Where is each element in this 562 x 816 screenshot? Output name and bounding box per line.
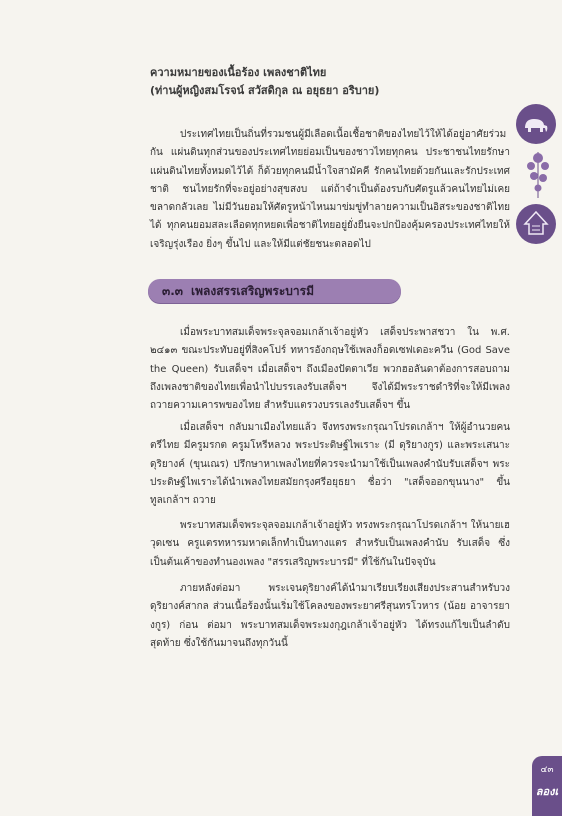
paragraph-1: เมื่อพระบาทสมเด็จพระจุลจอมเกล้าเจ้าอยู่หัว เสด็จประพาสชวา ใน พ.ศ. ๒๔๑๓ ขณะประทับอยู่ที่สิงคโปร์ ทหารอังกฤษใช้เพลงก็อดเซฟเดอะควีน (God Save the Queen) รับเสด็จฯ เมื่อเสด็จฯ ถึงเมืองปัตตาเวีย พวกฮอลันดาต้องการสอบถามถึงเพลงชาติของไทยเพื่อนำไปบรรเลงรับเสด็จฯ จึงได้มีพระราชดำริที่จะให้มีเพลงถวายความเคารพของไทย สำหรับแตรวงบรรเลงรับเสด็จฯ ขึ้น (150, 327, 510, 412)
pavilion-icon (516, 204, 556, 244)
section-title: เพลงสรรเสริญพระบารมี (190, 283, 315, 298)
flower-icon (520, 150, 556, 200)
paragraph-3: พระบาทสมเด็จพระจุลจอมเกล้าเจ้าอยู่หัว ทรงพระกรุณาโปรดเกล้าฯ ให้นายเฮวุดเซน ครูแตรทหารมหาดเล็กทำเป็นทางแตร สำหรับเป็นเพลงคำนับ รับเสด็จ ซึ่งเป็นต้นเค้าของทำนองเพลง "สรรเสริญพระบารมี" ที่ใช้กันในปัจจุบัน (150, 520, 510, 568)
heading-title: ความหมายของเนื้อร้อง เพลงชาติไทย (150, 66, 327, 79)
page-number-tab (532, 756, 562, 816)
elephant-icon (516, 104, 556, 144)
paragraph-4: ภายหลังต่อมา พระเจนดุริยางค์ได้นำมาเรียบเรียงเสียงประสานสำหรับวงดุริยางค์สากล ส่วนเนื้อร้องนั้นเริ่มใช้โคลงของพระยาศรีสุนทรโวหาร (น้อย อาจารยางกูร) ก่อน ต่อมา พระบาทสมเด็จพระมงกุฎเกล้าเจ้าอยู่หัว ได้ทรงแก้ไขเป็นลำดับสุดท้าย ซึ่งใช้กันมาจนถึงทุกวันนี้ (150, 583, 510, 649)
section-number: ๓.๓ (162, 283, 183, 298)
side-decorations (516, 104, 562, 144)
paragraph-2: เมื่อเสด็จฯ กลับมาเมืองไทยแล้ว จึงทรงพระกรุณาโปรดเกล้าฯ ให้ผู้อำนวยคนตรีไทย มีครูมรกต ครูมโหรีหลวง พระประดิษฐ์ไพเราะ (มี ดุริยางกูร) และพระเสนาะดุริยางค์ (ขุนเณร) ปรึกษาหาเพลงไทยที่ควรจะนำมาใช้เป็นเพลงคำนับรับเสด็จฯ พระประดิษฐ์ไพเราะได้นำเพลงไทยสมัยกรุงศรีอยุธยา ชื่อว่า "เสด็จออกขุนนาง" ขึ้นทูลเกล้าฯ ถวาย (150, 422, 510, 507)
heading-author: (ท่านผู้หญิงสมโรจน์ สวัสดิกุล ณ อยุธยา อริบาย) (150, 84, 380, 97)
page-heading (150, 64, 490, 100)
section-header (148, 279, 401, 303)
corner-logo: ลองเ (535, 785, 559, 798)
intro-paragraph: ประเทศไทยเป็นถิ่นที่รวมชนผู้มีเลือดเนื้อเชื้อชาติของไทยไว้ให้ได้อยู่อาศัยร่วมกัน แผ่นดินทุกส่วนของประเทศไทยย่อมเป็นของชาวไทยทุกคน ประชาชนไทยรักษาแผ่นดินไทยทั้งหมดไว้ได้ ก็ด้วยทุกคนมีน้ำใจสามัคคี รักคนไทยด้วยกันและรักประเทศชาติ ชนไทยรักที่จะอยู่อย่างสุขสงบ แต่ถ้าจำเป็นต้องรบกับศัตรูแล้วคนไทยไม่เคยขลาดกลัวเลย ไม่มีวันยอมให้ศัตรูหน้าไหนมาข่มขู่ทำลายความเป็นอิสระของชาติไทยได้ ทุกคนยอมสละเลือดทุกหยดเพื่อชาติไทยอยู่ยั่งยืนจะปกป้องคุ้มครองประเทศไทยให้เจริญรุ่งเรือง ยิ่งๆ ขึ้นไป และให้มีแต่ชัยชนะตลอดไป (150, 129, 510, 250)
page-number: ๔๓ (540, 765, 554, 775)
